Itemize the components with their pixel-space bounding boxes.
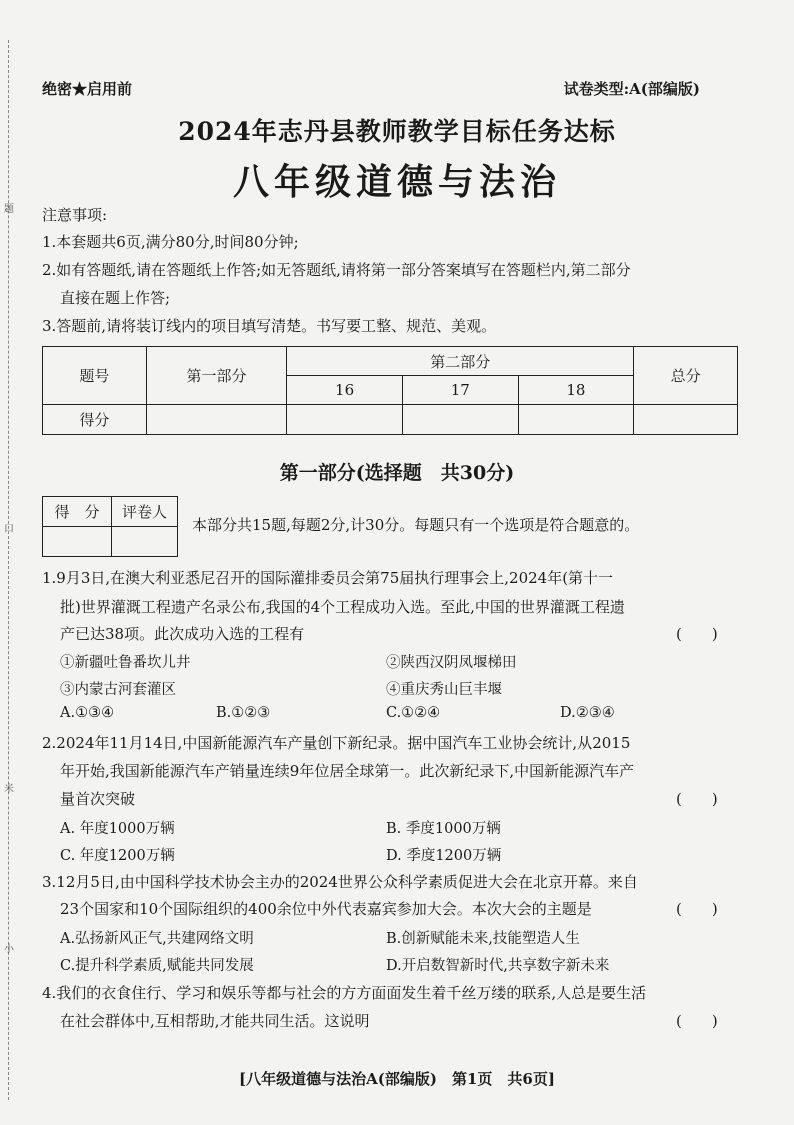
option-b[interactable]: B. 季度1000万辆 <box>386 821 501 837</box>
note-item: 1.本套题共6页,满分80分,时间80分钟; <box>42 233 299 251</box>
score-header-total: 总分 <box>634 347 738 405</box>
margin-mark: 口 <box>4 524 14 535</box>
answer-paren: ( ) <box>676 1012 718 1030</box>
option-a[interactable]: A. 年度1000万辆 <box>60 821 175 837</box>
question-2-line: 2.2024年11月14日,中国新能源汽车产量创下新纪录。据中国汽车工业协会统计,从2015 <box>42 734 631 752</box>
question-3-line: 23个国家和10个国际组织的400余位中外代表嘉宾参加大会。本次大会的主题是 <box>60 900 592 918</box>
option-b[interactable]: B.创新赋能未来,技能塑造人生 <box>386 931 580 947</box>
answer-paren: ( ) <box>676 900 718 918</box>
score-sub-col: 18 <box>518 376 634 405</box>
section-intro: 本部分共15题,每题2分,计30分。每题只有一个选项是符合题意的。 <box>192 516 640 534</box>
question-1-line: 1.9月3日,在澳大利亚悉尼召开的国际灌排委员会第75届执行理事会上,2024年(第十一 <box>42 569 614 587</box>
grade-box-cell[interactable] <box>43 527 112 557</box>
margin-mark: 米 <box>4 784 14 795</box>
score-cell[interactable] <box>146 405 287 435</box>
question-1-item: ③内蒙古河套灌区 <box>60 682 176 698</box>
option-d[interactable]: D.②③④ <box>560 705 615 721</box>
subject-title: 八年级道德与法治 <box>232 161 561 203</box>
score-sub-col: 17 <box>402 376 518 405</box>
page-footer: [八年级道德与法治A(部编版) 第1页 共6页] <box>239 1070 555 1088</box>
grade-box <box>42 496 178 557</box>
question-4-line: 4.我们的衣食住行、学习和娱乐等都与社会的方方面面发生着千丝万缕的联系,人总是要生活 <box>42 984 647 1002</box>
question-3-line: 3.12月5日,由中国科学技术协会主办的2024世界公众科学素质促进大会在北京开幕。来自 <box>42 873 638 891</box>
question-1-item: ①新疆吐鲁番坎儿井 <box>60 655 191 671</box>
option-c[interactable]: C.提升科学素质,赋能共同发展 <box>60 958 254 974</box>
note-item: 3.答题前,请将装订线内的项目填写清楚。书写要工整、规范、美观。 <box>42 317 497 335</box>
option-c[interactable]: C.①②④ <box>386 705 441 721</box>
section-title: 第一部分(选择题 共30分) <box>279 462 515 484</box>
option-c[interactable]: C. 年度1200万辆 <box>60 848 175 864</box>
score-header-part2: 第二部分 <box>287 347 634 376</box>
score-cell[interactable] <box>518 405 634 435</box>
question-1-line: 产已达38项。此次成功入选的工程有 <box>60 625 305 643</box>
notes-heading: 注意事项: <box>42 206 108 224</box>
grade-box-defen: 得 分 <box>43 497 112 527</box>
paper-type-label: 试卷类型:A(部编版) <box>563 80 700 98</box>
question-4-line: 在社会群体中,互相帮助,才能共同生活。这说明 <box>60 1012 370 1030</box>
exam-title: 2024年志丹县教师教学目标任务达标 <box>178 117 616 146</box>
score-table <box>42 346 738 435</box>
question-1-line: 批)世界灌溉工程遗产名录公布,我国的4个工程成功入选。至此,中国的世界灌溉工程遗 <box>60 598 625 616</box>
score-cell[interactable] <box>402 405 518 435</box>
note-item: 2.如有答题纸,请在答题纸上作答;如无答题纸,请将第一部分答案填写在答题栏内,第二部分 <box>42 261 631 279</box>
score-header-part1: 第一部分 <box>146 347 287 405</box>
option-a[interactable]: A.①③④ <box>60 705 115 721</box>
note-item: 直接在题上作答; <box>60 289 171 307</box>
score-header-tihao: 题号 <box>43 347 147 405</box>
score-cell[interactable] <box>634 405 738 435</box>
option-d[interactable]: D. 季度1200万辆 <box>386 848 502 864</box>
answer-paren: ( ) <box>676 790 718 808</box>
margin-mark: 小 <box>4 944 14 955</box>
grade-box-pingjuan: 评卷人 <box>112 497 178 527</box>
score-sub-col: 16 <box>287 376 403 405</box>
answer-paren: ( ) <box>676 625 718 643</box>
score-row-label: 得分 <box>43 405 147 435</box>
question-2-line: 年开始,我国新能源汽车产销量连续9年位居全球第一。此次新纪录下,中国新能源汽车产 <box>60 762 635 780</box>
question-1-item: ②陕西汉阴凤堰梯田 <box>386 655 517 671</box>
grade-box-cell[interactable] <box>112 527 178 557</box>
secret-label: 绝密★启用前 <box>42 80 133 98</box>
option-a[interactable]: A.弘扬新风正气,共建网络文明 <box>60 931 254 947</box>
margin-mark: 题 <box>4 204 14 215</box>
question-1-item: ④重庆秀山巨丰堰 <box>386 682 502 698</box>
question-2-line: 量首次突破 <box>60 790 136 808</box>
option-d[interactable]: D.开启数智新时代,共享数字新未来 <box>386 958 610 974</box>
score-cell[interactable] <box>287 405 403 435</box>
option-b[interactable]: B.①②③ <box>216 705 271 721</box>
